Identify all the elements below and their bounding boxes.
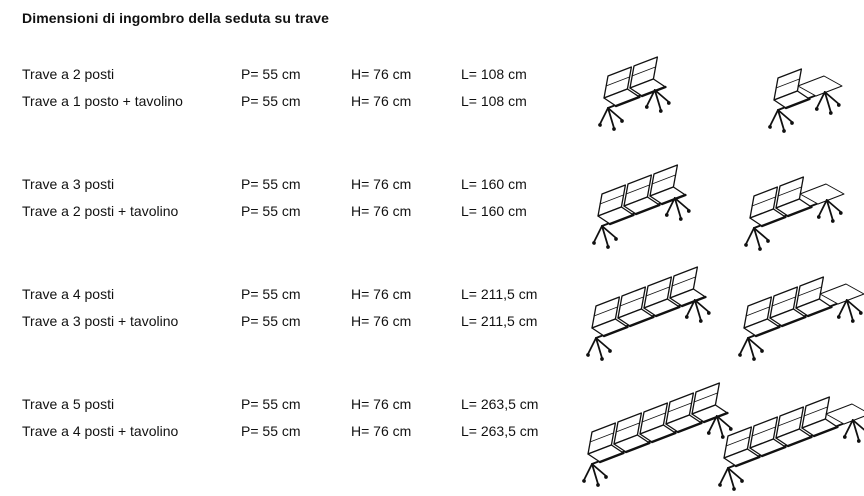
beam-seating-with-table-drawing bbox=[738, 256, 864, 366]
spec-row bbox=[0, 396, 560, 416]
beam-seating-with-table-icon bbox=[768, 48, 858, 138]
length-value: L= 160 cm bbox=[461, 176, 527, 192]
length-value: L= 211,5 cm bbox=[461, 313, 538, 329]
depth-value: P= 55 cm bbox=[241, 396, 301, 412]
length-value: L= 108 cm bbox=[461, 66, 527, 82]
model-name: Trave a 3 posti bbox=[22, 176, 115, 192]
spec-row bbox=[0, 423, 560, 443]
depth-value: P= 55 cm bbox=[241, 93, 301, 109]
model-name: Trave a 5 posti bbox=[22, 396, 115, 412]
beam-seating-with-table-drawing bbox=[744, 156, 860, 256]
beam-seating-drawing bbox=[592, 154, 708, 254]
beam-seating-with-table-drawing bbox=[768, 48, 858, 138]
beam-seating-icon bbox=[598, 46, 688, 136]
length-value: L= 160 cm bbox=[461, 203, 527, 219]
height-value: H= 76 cm bbox=[351, 176, 412, 192]
beam-seating-with-table-drawing bbox=[718, 376, 864, 496]
spec-row bbox=[0, 66, 560, 86]
model-name: Trave a 3 posti + tavolino bbox=[22, 313, 179, 329]
length-value: L= 108 cm bbox=[461, 93, 527, 109]
beam-seating-with-table-icon bbox=[738, 256, 864, 366]
height-value: H= 76 cm bbox=[351, 203, 412, 219]
spec-row bbox=[0, 286, 560, 306]
height-value: H= 76 cm bbox=[351, 423, 412, 439]
beam-seating-icon bbox=[586, 256, 728, 366]
beam-seating-icon bbox=[592, 154, 708, 254]
beam-seating-drawing bbox=[586, 256, 728, 366]
beam-seating-with-table-icon bbox=[718, 376, 864, 496]
model-name: Trave a 2 posti + tavolino bbox=[22, 203, 179, 219]
length-value: L= 211,5 cm bbox=[461, 286, 538, 302]
depth-value: P= 55 cm bbox=[241, 423, 301, 439]
height-value: H= 76 cm bbox=[351, 313, 412, 329]
height-value: H= 76 cm bbox=[351, 396, 412, 412]
spec-row bbox=[0, 93, 560, 113]
height-value: H= 76 cm bbox=[351, 286, 412, 302]
beam-seating-with-table-icon bbox=[744, 156, 860, 256]
height-value: H= 76 cm bbox=[351, 66, 412, 82]
depth-value: P= 55 cm bbox=[241, 66, 301, 82]
beam-seating-drawing bbox=[598, 46, 688, 136]
depth-value: P= 55 cm bbox=[241, 203, 301, 219]
depth-value: P= 55 cm bbox=[241, 176, 301, 192]
spec-row bbox=[0, 203, 560, 223]
spec-row bbox=[0, 313, 560, 333]
length-value: L= 263,5 cm bbox=[461, 423, 539, 439]
spec-row bbox=[0, 176, 560, 196]
page-title: Dimensioni di ingombro della seduta su trave bbox=[22, 10, 330, 26]
height-value: H= 76 cm bbox=[351, 93, 412, 109]
length-value: L= 263,5 cm bbox=[461, 396, 539, 412]
depth-value: P= 55 cm bbox=[241, 313, 301, 329]
model-name: Trave a 4 posti + tavolino bbox=[22, 423, 179, 439]
model-name: Trave a 4 posti bbox=[22, 286, 115, 302]
model-name: Trave a 2 posti bbox=[22, 66, 115, 82]
model-name: Trave a 1 posto + tavolino bbox=[22, 93, 183, 109]
depth-value: P= 55 cm bbox=[241, 286, 301, 302]
